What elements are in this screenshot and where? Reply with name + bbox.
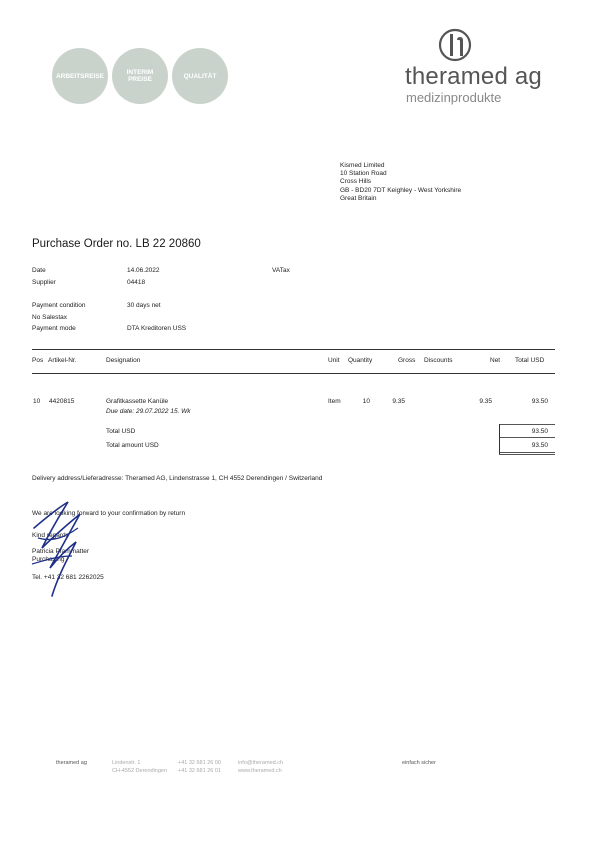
closing-line-2: Kind regards [32,532,69,539]
row-quantity: 10 [362,398,370,405]
purchase-order-title: Purchase Order no. LB 22 20860 [32,238,201,250]
badge-qualitaet: QUALITÄT [172,48,228,104]
row-gross: 9.35 [392,398,405,405]
field-label-date: Date [32,267,46,274]
row-pos: 10 [33,398,41,405]
field-label-supplier: Supplier [32,279,56,286]
field-label-no-salestax: No Salestax [32,314,68,321]
col-header-gross: Gross [398,357,416,364]
col-header-total: Total USD [515,357,545,364]
closing-line-5: Tel. +41 32 681 2262025 [32,574,104,581]
footer-address-line: CH-4552 Derendingen [112,768,168,774]
total-amount-value: 93.50 [531,442,548,449]
col-header-pos: Pos [32,357,44,364]
closing-line-3: Patricia Pfammatter [32,548,90,555]
row-net: 9.35 [479,398,492,405]
total-amount-label: Total amount USD [106,442,159,449]
total-usd-label: Total USD [106,428,136,435]
footer-address-line: Lindenstr. 1 [112,760,141,766]
col-header-discounts: Discounts [424,357,453,364]
theramed-logo-icon [438,28,472,62]
recipient-line: Cross Hills [340,178,372,186]
table-header-rule [32,373,555,374]
totals-rule-bottom [499,452,555,453]
totals-rule-top [499,424,555,425]
brand-name: theramed ag [405,63,542,90]
row-designation: Grafitkassette Kanüle [106,398,169,405]
footer-company: theramed ag [56,760,87,766]
row-due-date: Due date: 29.07.2022 15. Wk [106,408,191,415]
totals-rule-mid [499,437,555,438]
footer-slogan: einfach sicher [402,760,436,766]
total-usd-value: 93.50 [531,428,548,435]
footer-contact [238,759,283,775]
footer-phone-line: +41 32 681 26 00 [178,760,221,766]
badge-interim-preise: INTERIM PREISE [112,48,168,104]
footer-phone-line: +41 32 681 26 01 [178,768,221,774]
field-value-payment-condition: 30 days net [127,302,161,309]
recipient-address [340,162,461,203]
recipient-line: GB - BD20 7DT Keighley - West Yorkshire [340,186,462,194]
recipient-line: 10 Station Road [340,170,387,178]
col-header-quantity: Quantity [348,357,373,364]
col-header-unit: Unit [328,357,340,364]
totals-vline [499,424,500,454]
footer-web: www.theramed.ch [238,768,282,774]
delivery-address: Delivery address/Lieferadresse: Theramed AG, Lindenstrasse 1, CH 4552 Derendingen / Switzerland [32,475,323,482]
closing-line-1: We are looking forward to your confirmation by return [32,510,186,517]
closing-line-4: Purchasing [32,556,65,563]
signature-image [28,498,98,600]
col-header-designation: Designation [106,357,141,364]
row-total: 93.50 [531,398,548,405]
footer-address [112,759,167,775]
field-value-supplier: 04418 [127,279,146,286]
footer-phone [178,759,221,775]
footer-email: info@theramed.ch [238,760,284,766]
recipient-line: Great Britain [340,194,377,202]
recipient-line: Kismed Limited [340,162,385,169]
col-header-net: Net [490,357,501,364]
field-value-date: 14.06.2022 [127,267,160,274]
table-top-rule [32,349,555,350]
row-article: 4420815 [49,398,75,405]
brand-subtitle: medizinprodukte [406,90,502,105]
row-unit: Item [328,398,341,405]
vat-label: VATax [272,267,290,274]
field-label-payment-mode: Payment mode [32,325,76,332]
totals-rule-bottom-2 [499,454,555,455]
field-label-payment-condition: Payment condition [32,302,86,309]
badge-arbeitsreise: ARBEITSREISE [52,48,108,104]
field-value-payment-mode: DTA Kreditoren USS [127,325,187,332]
col-header-article: Artikel-Nr. [48,357,77,364]
